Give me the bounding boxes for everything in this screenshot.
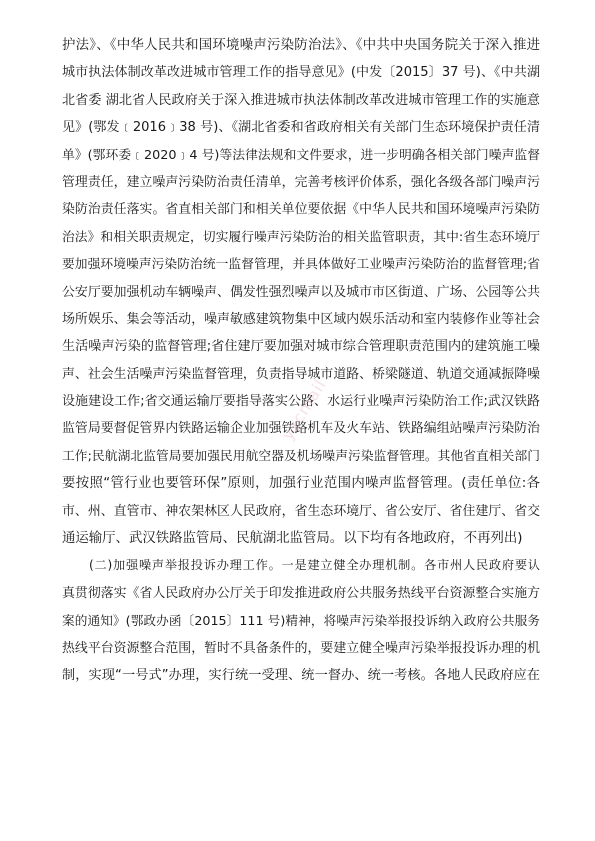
text-line: 制，实现“一号式”办理，实行统一受理、统一督办、统一考核。各地人民政府应在 — [62, 667, 540, 683]
text-line: 案的通知》(鄂政办函〔2015〕111 号)精神，将噪声污染举报投诉纳入政府公共服务 — [62, 613, 540, 629]
text-line: 要加强环境噪声污染防治统一监督管理，并具体做好工业噪声污染防治的监督管理;省 — [62, 257, 540, 273]
text-line: 生活噪声污染的监督管理;省住建厅要加强对城市综合管理职责范围内的建筑施工噪 — [62, 339, 540, 355]
text-line: 北省委 湖北省人民政府关于深入推进城市执法体制改革改进城市管理工作的实施意 — [62, 92, 540, 108]
text-line: (二)加强噪声举报投诉办理工作。一是建立健全办理机制。各市州人民政府要认 — [89, 558, 540, 573]
text-line: 真贯彻落实《省人民政府办公厅关于印发推进政府公共服务热线平台资源整合实施方 — [62, 585, 540, 601]
text-line: 管理责任，建立噪声污染防治责任清单，完善考核评价体系，强化各级各部门噪声污 — [62, 174, 540, 190]
document-body — [62, 32, 540, 689]
text-line: 治法》和相关职责规定，切实履行噪声污染防治的相关监管职责，其中:省生态环境厅 — [62, 229, 540, 245]
text-line: 热线平台资源整合范围，暂时不具备条件的，要建立健全噪声污染举报投诉办理的机 — [62, 640, 540, 656]
text-line: 护法》、《中华人民共和国环境噪声污染防治法》、《中共中央国务院关于深入推进 — [62, 38, 540, 53]
text-line: 声、社会生活噪声污染监督管理，负责指导城市道路、桥梁隧道、轨道交通减振降噪 — [62, 366, 540, 382]
watermark: yzcmail — [277, 375, 331, 444]
text-line: 单》(鄂环委﹝2020﹞4 号)等法律法规和文件要求，进一步明确各相关部门噪声监督 — [62, 147, 540, 163]
text-line: 场所娱乐、集会等活动，噪声敏感建筑物集中区域内娱乐活动和室内装修作业等社会 — [62, 311, 540, 327]
paragraph — [62, 32, 540, 552]
text-line: 通运输厅、武汉铁路监管局、民航湖北监管局。以下均有各地政府，不再列出) — [62, 531, 523, 547]
text-line: 城市执法体制改革改进城市管理工作的指导意见》(中发〔2015〕37 号)、《中共湖 — [62, 65, 540, 81]
text-line: 公安厅要加强机动车辆噪声、偶发性强烈噪声以及城市市区街道、广场、公园等公共 — [62, 284, 540, 300]
text-line: 设施建设工作;省交通运输厅要指导落实公路、水运行业噪声污染防治工作;武汉铁路 — [62, 394, 540, 410]
text-line: 监管局要督促管界内铁路运输企业加强铁路机车及火车站、铁路编组站噪声污染防治 — [62, 421, 540, 437]
text-line: 工作;民航湖北监管局要加强民用航空器及机场噪声污染监督管理。其他省直相关部门 — [62, 448, 540, 464]
text-line: 见》(鄂发﹝2016﹞38 号)、《湖北省委和省政府相关有关部门生态环境保护责任清 — [62, 120, 540, 136]
text-line: 要按照“管行业也要管环保”原则，加强行业范围内噪声监督管理。(责任单位:各 — [62, 476, 540, 492]
paragraph — [62, 552, 540, 689]
text-line: 染防治责任落实。省直相关部门和相关单位要依据《中华人民共和国环境噪声污染防 — [62, 202, 540, 218]
text-line: 市、州、直管市、神农架林区人民政府，省生态环境厅、省公安厅、省住建厅、省交 — [62, 503, 540, 519]
